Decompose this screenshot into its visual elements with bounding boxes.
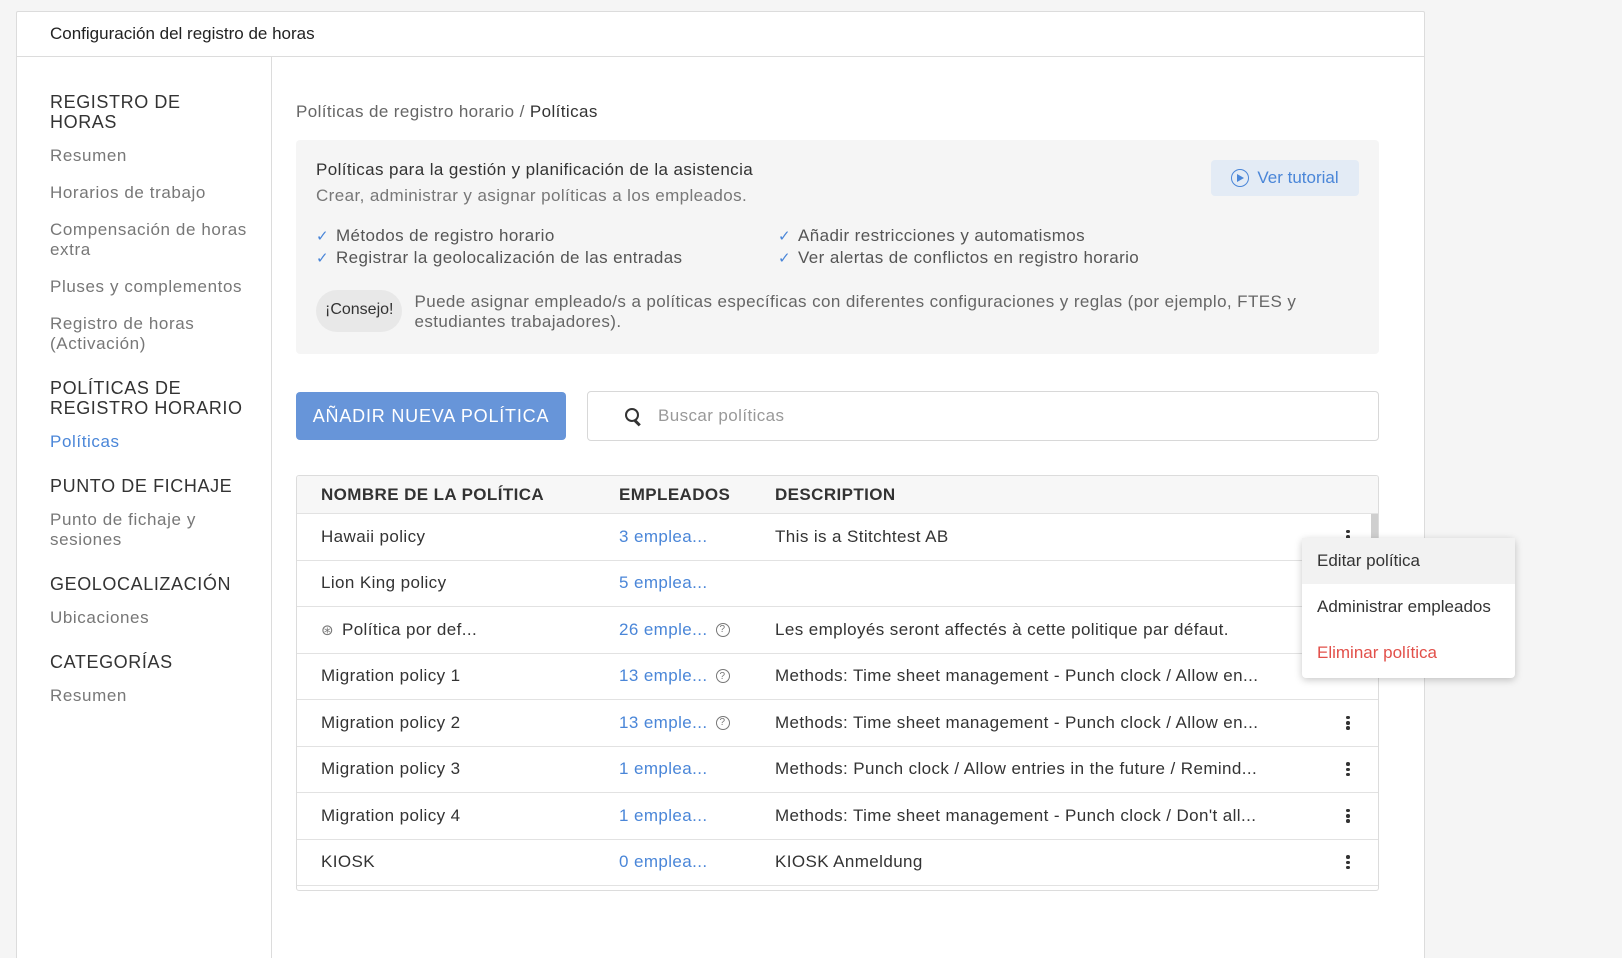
tip (316, 290, 1359, 332)
sidebar-heading-registro: REGISTRO DE HORAS (50, 92, 181, 132)
sidebar-heading-politicas: POLÍTICAS DE REGISTRO HORARIO (50, 378, 243, 418)
feature-label: Métodos de registro horario (336, 226, 555, 245)
check-icon: ✓ (778, 228, 791, 245)
table-row[interactable] (297, 840, 1378, 887)
sidebar (17, 57, 272, 958)
more-options-icon[interactable] (1344, 714, 1352, 732)
feature-label: Registrar la geolocalización de las entradas (336, 248, 683, 267)
employees-link[interactable] (619, 666, 775, 686)
header-name[interactable]: NOMBRE DE LA POLÍTICA (321, 484, 545, 504)
feature-item (778, 226, 1278, 246)
row-context-menu (1302, 538, 1515, 678)
employees-count: 0 emplea... (619, 852, 708, 872)
help-icon[interactable]: ? (716, 716, 730, 730)
search-input[interactable] (658, 406, 1308, 426)
sidebar-item-pluses[interactable]: Pluses y complementos (50, 277, 243, 296)
employees-link[interactable] (619, 527, 775, 547)
sidebar-item-politicas[interactable]: Políticas (50, 432, 120, 451)
feature-item (316, 226, 778, 246)
table-row[interactable] (297, 561, 1378, 608)
menu-manage-employees[interactable]: Administrar empleados (1317, 597, 1491, 616)
table-row[interactable] (297, 514, 1378, 561)
policy-description: Methods: Time sheet management - Punch clock / Don't all... (775, 805, 1257, 825)
employees-count: 1 emplea... (619, 805, 708, 825)
info-panel (296, 140, 1379, 354)
employees-count: 13 emple... (619, 712, 708, 732)
more-options-icon[interactable] (1344, 853, 1352, 871)
policy-name: Lion King policy (321, 573, 447, 593)
breadcrumb (296, 102, 598, 122)
employees-count: 26 emple... (619, 619, 708, 639)
employees-link[interactable] (619, 620, 775, 640)
menu-delete-policy[interactable]: Eliminar política (1317, 643, 1437, 662)
sidebar-group-geolocalizacion (50, 574, 271, 628)
policy-description: This is a Stitchtest AB (775, 526, 949, 546)
feature-label: Añadir restricciones y automatismos (798, 226, 1086, 245)
table-row[interactable] (297, 793, 1378, 840)
policy-name: Migration policy 2 (321, 712, 461, 732)
policy-name: Migration policy 3 (321, 759, 461, 779)
search-box[interactable] (587, 391, 1379, 441)
feature-list (316, 226, 1278, 268)
window-title: Configuración del registro de horas (17, 12, 1424, 57)
help-icon[interactable]: ? (716, 669, 730, 683)
table-row[interactable] (297, 654, 1378, 701)
check-icon: ✓ (778, 250, 791, 267)
sidebar-group-politicas (50, 378, 271, 452)
breadcrumb-parent[interactable]: Políticas de registro horario (296, 102, 515, 121)
sidebar-group-categorias (50, 652, 271, 706)
feature-item (316, 248, 778, 268)
tutorial-button[interactable] (1211, 160, 1359, 196)
employees-link[interactable] (619, 759, 775, 779)
policy-name: KIOSK (321, 852, 375, 872)
more-options-icon[interactable] (1344, 760, 1352, 778)
help-icon[interactable]: ? (716, 623, 730, 637)
table-row[interactable] (297, 607, 1378, 654)
header-description[interactable]: DESCRIPTION (775, 484, 896, 504)
tutorial-label: Ver tutorial (1257, 168, 1339, 187)
policy-description: KIOSK Anmeldung (775, 852, 923, 872)
employees-link[interactable] (619, 852, 775, 872)
employees-count: 1 emplea... (619, 759, 708, 779)
sidebar-item-punto-fichaje[interactable]: Punto de fichaje y sesiones (50, 510, 196, 549)
table-row[interactable] (297, 747, 1378, 794)
policies-table (296, 475, 1379, 891)
check-icon: ✓ (316, 250, 329, 267)
sidebar-item-resumen[interactable]: Resumen (50, 146, 127, 165)
policy-description: Les employés seront affectés à cette politique par défaut. (775, 619, 1229, 639)
employees-link[interactable] (619, 713, 775, 733)
sidebar-heading-fichaje: PUNTO DE FICHAJE (50, 476, 233, 496)
policy-description: Methods: Time sheet management - Punch clock / Allow en... (775, 666, 1259, 686)
header-employees[interactable]: EMPLEADOS (619, 484, 731, 504)
sidebar-item-compensacion[interactable]: Compensación de horas extra (50, 220, 247, 259)
policy-name: Política por def... (341, 619, 478, 639)
sidebar-group-registro (50, 92, 271, 354)
tip-text: Puede asignar empleado/s a políticas específicas con diferentes configuraciones y reglas (por ejemplo, FTES y estudiantes trabajadores). (414, 292, 1297, 331)
add-policy-button[interactable]: AÑADIR NUEVA POLÍTICA (296, 392, 566, 440)
default-badge-icon: ⊛ (321, 621, 334, 639)
employees-count: 3 emplea... (619, 526, 708, 546)
table-header (297, 476, 1378, 514)
breadcrumb-separator: / (514, 102, 530, 121)
sidebar-group-fichaje (50, 476, 271, 550)
breadcrumb-current: Políticas (529, 102, 598, 121)
main-content (296, 57, 1424, 958)
feature-label: Ver alertas de conflictos en registro horario (798, 248, 1140, 267)
sidebar-item-activacion[interactable]: Registro de horas (Activación) (50, 314, 195, 353)
tip-badge: ¡Consejo! (316, 290, 402, 332)
info-subtitle: Crear, administrar y asignar políticas a los empleados. (316, 186, 748, 205)
table-row[interactable] (297, 700, 1378, 747)
more-options-icon[interactable] (1344, 807, 1352, 825)
menu-edit-policy[interactable]: Editar política (1302, 538, 1515, 584)
feature-item (778, 248, 1278, 268)
policy-name: Migration policy 1 (321, 666, 461, 686)
search-icon (624, 407, 642, 425)
sidebar-item-ubicaciones[interactable]: Ubicaciones (50, 608, 150, 627)
sidebar-item-horarios[interactable]: Horarios de trabajo (50, 183, 206, 202)
sidebar-heading-categorias: CATEGORÍAS (50, 652, 173, 672)
check-icon: ✓ (316, 228, 329, 245)
play-circle-icon (1231, 169, 1249, 187)
sidebar-item-categorias-resumen[interactable]: Resumen (50, 686, 127, 705)
policy-description: Methods: Punch clock / Allow entries in the future / Remind... (775, 759, 1258, 779)
employees-count: 5 emplea... (619, 573, 708, 593)
sidebar-heading-geolocalizacion: GEOLOCALIZACIÓN (50, 574, 232, 594)
info-title: Políticas para la gestión y planificación de la asistencia (316, 160, 754, 179)
employees-link[interactable] (619, 806, 775, 826)
policy-name: Hawaii policy (321, 526, 426, 546)
policy-name: Migration policy 4 (321, 805, 461, 825)
employees-link[interactable] (619, 573, 775, 593)
employees-count: 13 emple... (619, 666, 708, 686)
settings-window (16, 11, 1425, 958)
policy-description: Methods: Time sheet management - Punch clock / Allow en... (775, 712, 1259, 732)
policy-name-cell (321, 620, 619, 640)
